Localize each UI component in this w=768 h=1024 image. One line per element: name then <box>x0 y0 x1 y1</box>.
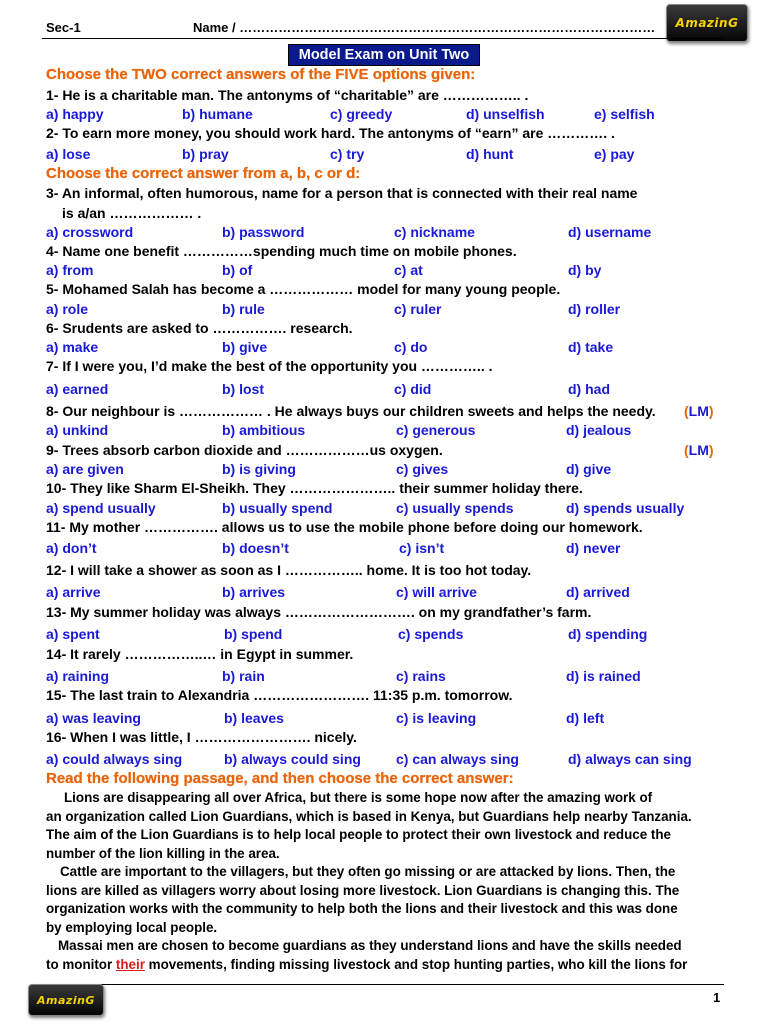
option-9b[interactable]: b) is giving <box>222 461 296 477</box>
option-3d[interactable]: d) username <box>568 224 652 240</box>
option-3c[interactable]: c) nickname <box>394 224 475 240</box>
option-6d[interactable]: d) take <box>568 339 614 355</box>
option-15b[interactable]: b) leaves <box>224 710 284 726</box>
option-5a[interactable]: a) role <box>46 301 89 317</box>
option-15d[interactable]: d) left <box>566 710 605 726</box>
option-1d[interactable]: d) unselfish <box>466 106 545 122</box>
option-7b[interactable]: b) lost <box>222 381 264 397</box>
question-16: 16- When I was little, I ……………………. nicely. <box>46 729 357 745</box>
passage-line: an organization called Lion Guardians, which is based in Kenya, but Guardians help nearby Tanzania. <box>46 808 692 824</box>
option-1b[interactable]: b) humane <box>182 106 253 122</box>
option-9c[interactable]: c) gives <box>396 461 449 477</box>
option-7a[interactable]: a) earned <box>46 381 109 397</box>
amazing-logo-footer: AmazinG <box>28 984 104 1016</box>
option-16a[interactable]: a) could always sing <box>46 751 183 767</box>
highlighted-word: their <box>115 956 145 972</box>
section-label: Sec-1 <box>46 20 81 35</box>
option-15c[interactable]: c) is leaving <box>396 710 477 726</box>
option-4d[interactable]: d) by <box>568 262 602 278</box>
option-6c[interactable]: c) do <box>394 339 428 355</box>
option-2b[interactable]: b) pray <box>182 146 229 162</box>
lm-tag-9: (LM) <box>684 442 714 458</box>
exam-title: Model Exam on Unit Two <box>288 44 480 66</box>
footer-divider <box>42 984 724 985</box>
option-14b[interactable]: b) rain <box>222 668 265 684</box>
question-6: 6- Srudents are asked to ……………. research. <box>46 320 353 336</box>
question-10: 10- They like Sharm El-Sheikh. They ………………….. their summer holiday there. <box>46 480 583 496</box>
option-4c[interactable]: c) at <box>394 262 423 278</box>
option-16b[interactable]: b) always could sing <box>224 751 361 767</box>
option-12c[interactable]: c) will arrive <box>396 584 477 600</box>
option-12a[interactable]: a) arrive <box>46 584 101 600</box>
passage-line: Massai men are chosen to become guardians as they understand lions and have the skills needed <box>58 938 682 953</box>
question-15: 15- The last train to Alexandria ……………………. 11:35 p.m. tomorrow. <box>46 687 513 703</box>
option-11a[interactable]: a) don’t <box>46 540 97 556</box>
option-3a[interactable]: a) crossword <box>46 224 134 240</box>
question-5: 5- Mohamed Salah has become a ……………… model for many young people. <box>46 281 561 297</box>
passage-line: number of the lion killing in the area. <box>46 845 280 861</box>
option-12b[interactable]: b) arrives <box>222 584 286 600</box>
option-13d[interactable]: d) spending <box>568 626 648 642</box>
name-field-label: Name / …………………………………………………………………………………… <box>193 20 656 35</box>
question-3-cont: is a/an ……………… . <box>62 205 202 221</box>
question-14: 14- It rarely ……………..… in Egypt in summer. <box>46 646 354 662</box>
section-heading-two-answers: Choose the TWO correct answers of the FIVE options given: <box>46 66 476 83</box>
option-5c[interactable]: c) ruler <box>394 301 442 317</box>
option-16c[interactable]: c) can always sing <box>396 751 519 767</box>
question-7: 7- If I were you, I’d make the best of the opportunity you ………….. . <box>46 358 493 374</box>
passage-line: The aim of the Lion Guardians is to help local people to protect their own livestock and reduce the <box>46 827 671 842</box>
option-13c[interactable]: c) spends <box>398 626 464 642</box>
option-2c[interactable]: c) try <box>330 146 365 162</box>
option-11d[interactable]: d) never <box>566 540 621 556</box>
option-7d[interactable]: d) had <box>568 381 610 397</box>
option-8a[interactable]: a) unkind <box>46 422 109 438</box>
header-divider <box>42 38 724 39</box>
option-1c[interactable]: c) greedy <box>330 106 393 122</box>
question-11: 11- My mother ……………. allows us to use the mobile phone before doing our homework. <box>46 519 643 535</box>
question-9: 9- Trees absorb carbon dioxide and ………………us oxygen. <box>46 442 443 458</box>
option-9d[interactable]: d) give <box>566 461 612 477</box>
option-12d[interactable]: d) arrived <box>566 584 630 600</box>
option-8d[interactable]: d) jealous <box>566 422 632 438</box>
option-7c[interactable]: c) did <box>394 381 432 397</box>
option-10b[interactable]: b) usually spend <box>222 500 333 516</box>
option-11b[interactable]: b) doesn’t <box>222 540 289 556</box>
option-2d[interactable]: d) hunt <box>466 146 514 162</box>
option-16d[interactable]: d) always can sing <box>568 751 692 767</box>
option-8c[interactable]: c) generous <box>396 422 476 438</box>
option-6a[interactable]: a) make <box>46 339 99 355</box>
question-4: 4- Name one benefit ……………spending much time on mobile phones. <box>46 243 517 259</box>
option-14d[interactable]: d) is rained <box>566 668 641 684</box>
option-2e[interactable]: e) pay <box>594 146 635 162</box>
question-12: 12- I will take a shower as soon as I …………….. home. It is too hot today. <box>46 562 532 578</box>
question-2: 2- To earn more money, you should work hard. The antonyms of “earn” are …………. . <box>46 125 615 141</box>
option-14c[interactable]: c) rains <box>396 668 446 684</box>
passage-line: Cattle are important to the villagers, but they often go missing or are attacked by lions. Then, the <box>60 864 676 879</box>
option-4a[interactable]: a) from <box>46 262 94 278</box>
option-6b[interactable]: b) give <box>222 339 268 355</box>
option-4b[interactable]: b) of <box>222 262 253 278</box>
passage-line-last: to monitor their movements, finding missing livestock and stop hunting parties, who kill the lions for <box>46 956 688 972</box>
section-heading-passage: Read the following passage, and then choose the correct answer: <box>46 770 514 787</box>
section-heading-abcd: Choose the correct answer from a, b, c or d: <box>46 165 361 182</box>
amazing-logo: AmazinG <box>666 4 748 42</box>
option-13a[interactable]: a) spent <box>46 626 100 642</box>
option-3b[interactable]: b) password <box>222 224 305 240</box>
option-1a[interactable]: a) happy <box>46 106 104 122</box>
option-8b[interactable]: b) ambitious <box>222 422 306 438</box>
passage-line: organization works with the community to help both the lions and their livestock and this was done <box>46 901 678 916</box>
passage-line: by employing local people. <box>46 919 218 935</box>
question-1: 1- He is a charitable man. The antonyms of “charitable” are …………….. . <box>46 87 529 103</box>
option-10a[interactable]: a) spend usually <box>46 500 156 516</box>
option-10d[interactable]: d) spends usually <box>566 500 685 516</box>
option-2a[interactable]: a) lose <box>46 146 91 162</box>
lm-tag-8: (LM) <box>684 403 714 419</box>
page-number: 1 <box>713 990 721 1005</box>
option-14a[interactable]: a) raining <box>46 668 110 684</box>
reading-passage <box>46 790 736 980</box>
passage-line: lions are killed as villagers worry about losing more livestock. Lion Guardians is changing this. The <box>46 882 680 898</box>
option-5b[interactable]: b) rule <box>222 301 265 317</box>
option-15a[interactable]: a) was leaving <box>46 710 141 726</box>
question-3: 3- An informal, often humorous, name for a person that is connected with their real name <box>46 185 638 201</box>
option-11c[interactable]: c) isn’t <box>399 540 445 556</box>
option-5d[interactable]: d) roller <box>568 301 621 317</box>
option-10c[interactable]: c) usually spends <box>396 500 514 516</box>
question-8: 8- Our neighbour is ……………… . He always buys our children sweets and helps the needy. <box>46 403 656 419</box>
option-9a[interactable]: a) are given <box>46 461 124 477</box>
option-13b[interactable]: b) spend <box>224 626 283 642</box>
passage-line: Lions are disappearing all over Africa, but there is some hope now after the amazing work of <box>64 790 653 805</box>
option-1e[interactable]: e) selfish <box>594 106 655 122</box>
question-13: 13- My summer holiday was always ………………………. on my grandfather’s farm. <box>46 604 592 620</box>
